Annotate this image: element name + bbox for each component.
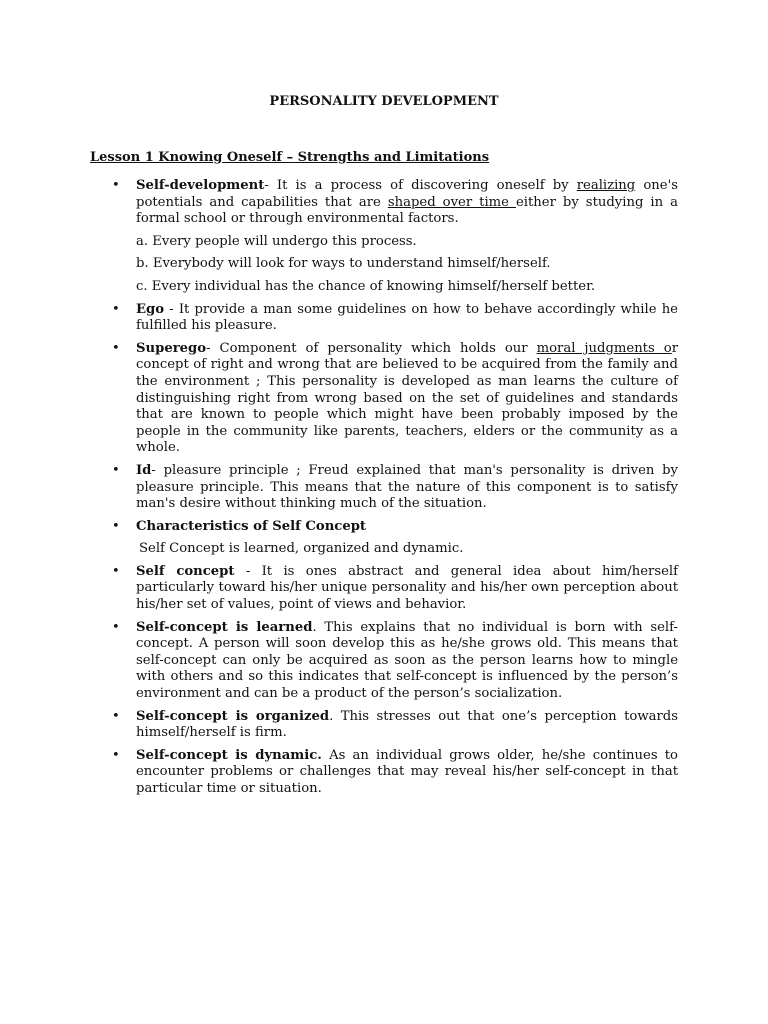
list-item-ego xyxy=(112,302,678,335)
list-item-superego xyxy=(112,341,678,457)
list-item-self-development xyxy=(112,178,678,228)
text-self-development-1: - It is a process of discovering oneself by xyxy=(264,178,577,193)
term-superego: Superego xyxy=(136,340,207,356)
term-characteristics: Characteristics of Self Concept xyxy=(136,518,367,534)
document-title: PERSONALITY DEVELOPMENT xyxy=(269,94,499,109)
term-learned: Self-concept is learned xyxy=(136,619,313,635)
bullet-icon: • xyxy=(112,747,120,763)
bullet-icon: • xyxy=(112,518,120,534)
characteristics-line: Self Concept is learned, organized and dynamic. xyxy=(139,541,464,557)
text-self-development-3: either by studying in a formal school or through environmental factors. xyxy=(136,194,678,227)
underlined-realizing: realizing xyxy=(576,178,636,193)
list-item-organized xyxy=(112,709,678,742)
content-list xyxy=(112,178,678,804)
text-superego-2: r concept of right and wrong that are believed to be acquired from the family and the environment ; This personality is developed as man learns the culture of distinguishing right from wrong based on the set of guidelines and standards that are known to people which might have been probably imposed by the people in the community like parents, teachers, elders or the community as a whole. xyxy=(136,340,678,456)
text-dynamic: As an individual grows older, he/she continues to encounter problems or challenges that may reveal his/her self-concept in that particular time or situation. xyxy=(136,747,678,796)
text-self-development-2: one's potentials and capabilities that are xyxy=(136,178,678,210)
term-self-development: Self-development xyxy=(136,178,265,193)
text-id: - pleasure principle ; Freud explained that man's personality is driven by pleasure principle. This means that the nature of this component is to satisfy man's desire without thinking much of the situation. xyxy=(136,462,678,512)
sub-item-c: c. Every individual has the chance of knowing himself/herself better. xyxy=(136,278,596,294)
list-item-id xyxy=(112,463,678,513)
term-organized: Self-concept is organized xyxy=(136,708,330,724)
text-self-concept: - It is ones abstract and general idea about him/herself particularly toward his/her unique personality and his/her own perception about his/her set of values, point of views and behavior. xyxy=(136,563,678,613)
underlined-shaped-over-time: shaped over time xyxy=(387,194,516,210)
term-id: Id xyxy=(136,462,152,478)
list-item-self-concept xyxy=(112,564,678,614)
text-learned: . This explains that no individual is born with self-concept. A person will soon develop this as he/she grows old. This means that self-concept can only be acquired as soon as the person learns how to mingle with others and so this indicates that self-concept is influenced by the person’s environment and can be a product of the person’s socialization. xyxy=(136,619,678,702)
list-item-dynamic xyxy=(112,748,678,798)
bullet-icon: • xyxy=(112,563,120,579)
text-organized: . This stresses out that one’s perception towards himself/herself is firm. xyxy=(136,708,678,741)
list-item-characteristics xyxy=(112,519,678,536)
bullet-icon: • xyxy=(112,178,120,193)
text-ego: - It provide a man some guidelines on how to behave accordingly while he fulfilled his pleasure. xyxy=(136,301,678,334)
sub-item-a: a. Every people will undergo this process. xyxy=(136,233,417,249)
lesson-heading: Lesson 1 Knowing Oneself – Strengths and Limitations xyxy=(90,150,490,165)
term-ego: Ego xyxy=(136,301,165,317)
bullet-icon: • xyxy=(112,301,120,317)
text-superego-1: - Component of personality which holds our xyxy=(206,340,537,356)
bullet-icon: • xyxy=(112,462,120,478)
bullet-icon: • xyxy=(112,708,120,724)
bullet-icon: • xyxy=(112,619,120,635)
term-self-concept: Self concept xyxy=(136,563,235,579)
underlined-moral-judgments: moral judgments o xyxy=(536,340,672,356)
bullet-icon: • xyxy=(112,340,120,356)
sub-item-b: b. Everybody will look for ways to understand himself/herself. xyxy=(136,256,551,272)
list-item-learned xyxy=(112,620,678,703)
term-dynamic: Self-concept is dynamic. xyxy=(136,747,322,763)
